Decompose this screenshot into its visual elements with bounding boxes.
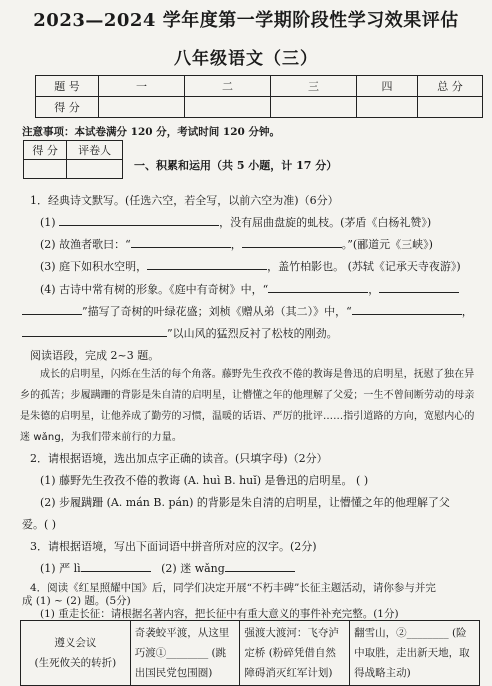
answer-blank[interactable] bbox=[352, 304, 462, 315]
grader-cell[interactable] bbox=[67, 160, 123, 179]
table-cell-1: 奇袭蛟平渡，从这里巧渡①________ (跳出国民党包围圈) bbox=[130, 621, 240, 686]
q4-intro: 4．阅读《红星照耀中国》后，同学们决定开展“不朽丰碑”长征主题活动，请你参与并完 bbox=[30, 582, 436, 594]
score-col-3: 三 bbox=[271, 76, 357, 97]
exam-subtitle: 八年级语文（三） bbox=[174, 49, 318, 69]
score-col-4: 四 bbox=[357, 76, 418, 97]
section-heading: 一、积累和运用（共 5 小题，计 17 分） bbox=[134, 159, 338, 172]
q4-sub1: (1) 重走长征：请根据名著内容，把长征中有重大意义的事件补充完整。(1分) bbox=[40, 608, 399, 620]
score-row-label: 得 分 bbox=[36, 97, 99, 118]
answer-blank[interactable] bbox=[22, 304, 82, 315]
q1-line5: ”描写了奇树的叶绿花盛；刘桢《赠从弟（其二）》中，“ ， bbox=[22, 303, 473, 319]
grader-label: 评卷人 bbox=[67, 141, 123, 160]
longmarch-table bbox=[20, 620, 480, 686]
q2-item2-cont: 爱。( ) bbox=[22, 518, 57, 531]
q2-intro: 2．请根据语境，选出加点字正确的读音。(只填字母)（2分） bbox=[30, 452, 328, 465]
q1-line2: (2) 故渔者歌曰：“ ， 。”(郦道元《三峡》) bbox=[40, 238, 433, 251]
q1-line6: ”以山风的猛烈反衬了松枝的刚劲。 bbox=[22, 325, 338, 341]
score-cell[interactable] bbox=[99, 97, 185, 118]
reading-intro: 阅读语段，完成 2~3 题。 bbox=[30, 349, 160, 362]
score-col-1: 一 bbox=[99, 76, 185, 97]
q3-intro: 3．请根据语境，写出下面词语中拼音所对应的汉字。(2分) bbox=[30, 540, 317, 553]
score-cell[interactable] bbox=[185, 97, 271, 118]
answer-blank[interactable] bbox=[379, 282, 459, 293]
grader-score-cell[interactable] bbox=[24, 160, 67, 179]
table-cell-3: 翻雪山，②________ (险中取胜，走出新天地，取得战略主动) bbox=[350, 621, 480, 686]
q3-items: (1) 严 lì (2) 迷 wǎng bbox=[40, 560, 295, 576]
answer-blank[interactable] bbox=[131, 237, 231, 248]
table-head: 遵义会议 (生死攸关的转折) bbox=[21, 621, 131, 686]
table-cell-2: 强渡大渡河：飞夺泸定桥 (粉碎凭借自然障碍消灭红军计划) bbox=[240, 621, 350, 686]
answer-blank[interactable] bbox=[242, 237, 342, 248]
q2-item1: (1) 藤野先生孜孜不倦的教诲 (A. huì B. huǐ) 是鲁迅的启明星。 ( ) bbox=[40, 474, 369, 487]
score-col-2: 二 bbox=[185, 76, 271, 97]
answer-blank[interactable] bbox=[147, 259, 267, 270]
answer-blank[interactable] bbox=[268, 282, 368, 293]
grader-score-label: 得 分 bbox=[24, 141, 67, 160]
answer-blank[interactable] bbox=[81, 561, 151, 572]
answer-blank[interactable] bbox=[225, 561, 295, 572]
grader-table bbox=[23, 140, 123, 179]
q1-intro: 1．经典诗文默写。(任选六空，若全写，以前六空为准)（6分） bbox=[30, 194, 339, 207]
q1-line3: (3) 庭下如积水空明， ，盖竹柏影也。 (苏轼《记承天寺夜游》) bbox=[40, 260, 461, 273]
q4-intro-cont: 成 (1) ~ (2) 题。(5分) bbox=[22, 595, 131, 607]
score-cell[interactable] bbox=[418, 97, 483, 118]
q1-line1: (1) ，没有屈曲盘旋的虬枝。(茅盾《白杨礼赞》) bbox=[40, 216, 432, 229]
notice: 注意事项：本试卷满分 120 分，考试时间 120 分钟。 bbox=[22, 126, 280, 138]
reading-passage: 成长的启明星，闪烁在生活的每个角落。藤野先生孜孜不倦的教诲是鲁迅的启明星，抚慰了独在异乡的孤苦；步履蹒跚的背影是朱自清的启明星，让懵懂之年的他理解了父爱；一生不曾间断劳动的母亲是朱德的启明星，让他养成了勤劳的习惯，温暖的话语、严厉的批评……指引道路的方向，宽慰内心的迷 wǎng，为我们带来前行的力量。 bbox=[20, 369, 475, 443]
score-col-total: 总 分 bbox=[418, 76, 483, 97]
q1-line4: (4) 古诗中常有树的形象。《庭中有奇树》中，“ ， bbox=[40, 281, 459, 297]
q2-item2: (2) 步履蹒跚 (A. mán B. pán) 的背影是朱自清的启明星，让懵懂之年的他理解了父 bbox=[40, 496, 450, 509]
answer-blank[interactable] bbox=[22, 326, 167, 337]
score-table bbox=[35, 75, 483, 118]
score-cell[interactable] bbox=[271, 97, 357, 118]
answer-blank[interactable] bbox=[59, 215, 219, 226]
exam-title: 2023—2024 学年度第一学期阶段性学习效果评估 bbox=[33, 10, 459, 31]
score-cell[interactable] bbox=[357, 97, 418, 118]
score-header-label: 题 号 bbox=[36, 76, 99, 97]
